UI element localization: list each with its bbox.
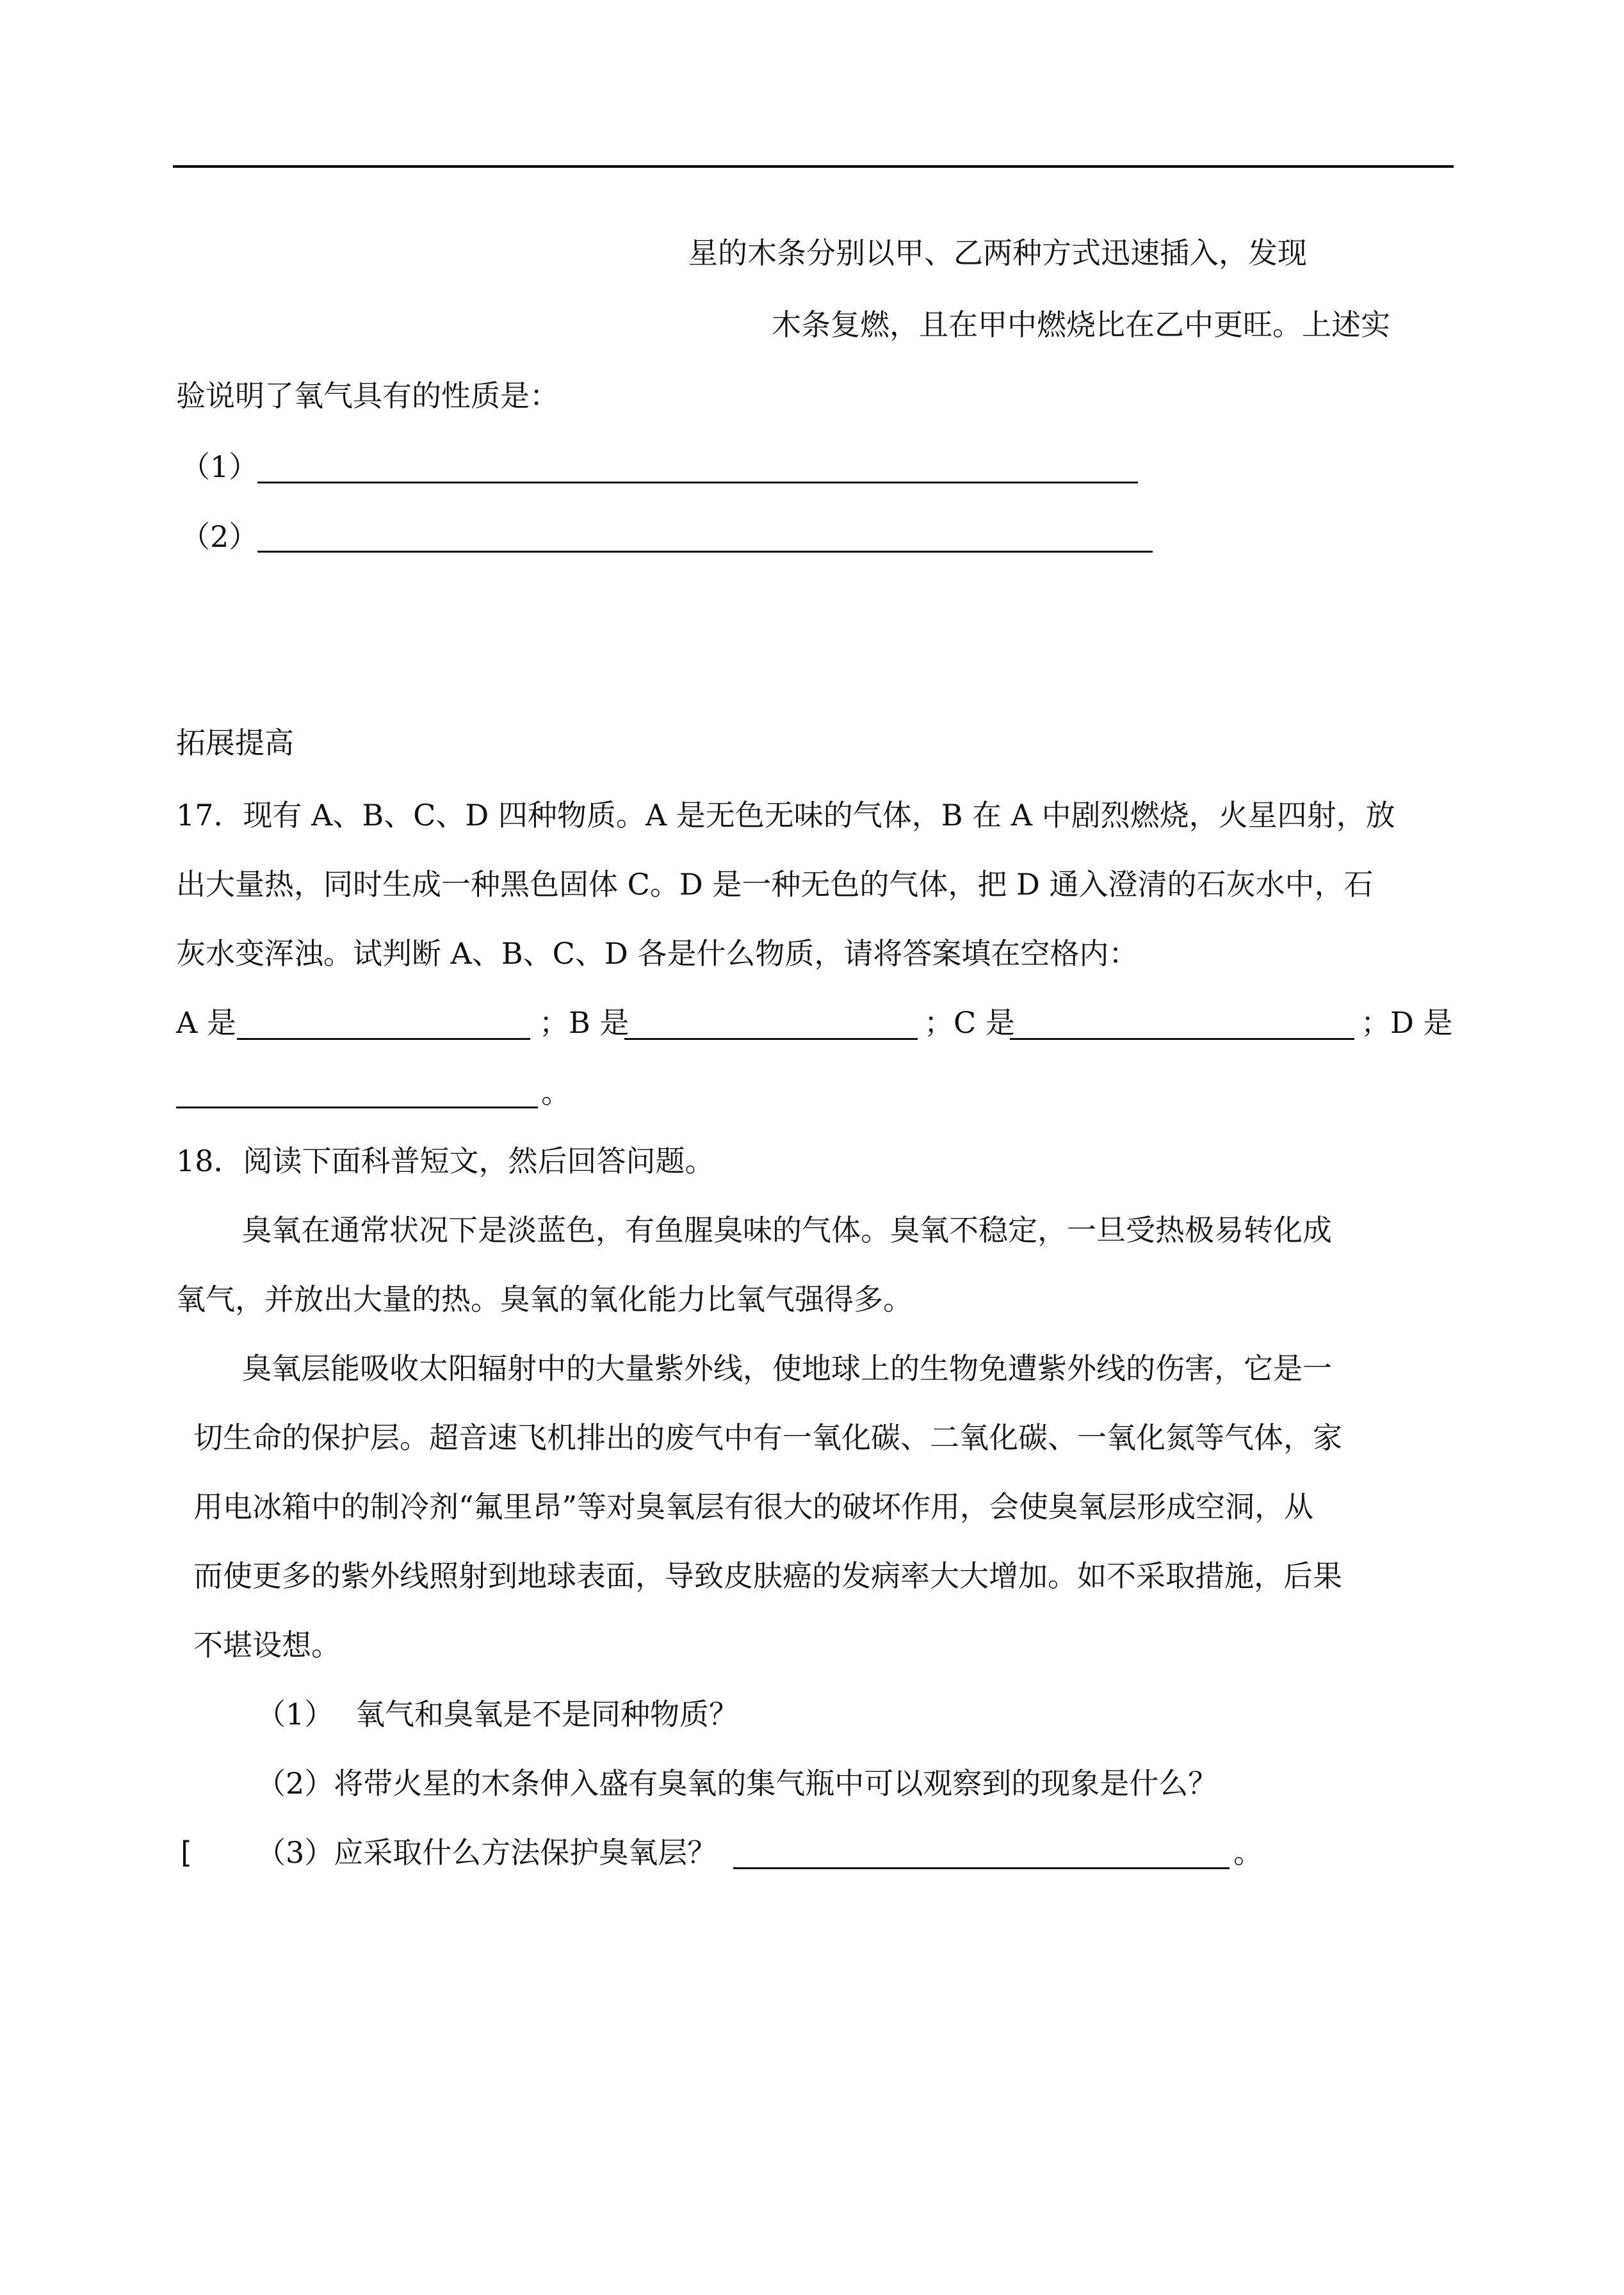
q18-para1-line-2: 氧气，并放出大量的热。臭氧的氧化能力比氧气强得多。 <box>176 1282 913 1317</box>
q18-sub1-label: （1） <box>256 1697 334 1731</box>
q17-d-label: ；D 是 <box>1361 1005 1453 1040</box>
q18-para2-line-4: 而使更多的紫外线照射到地球表面，导致皮肤癌的发病率大大增加。如不采取措施，后果 <box>193 1559 1342 1593</box>
q18-para1-line-1: 臭氧在通常状况下是淡蓝色，有鱼腥臭味的气体。臭氧不稳定，一旦受热极易转化成 <box>242 1213 1332 1247</box>
q17-b-blank[interactable] <box>624 1038 918 1040</box>
header-rule <box>173 165 1454 168</box>
q18-para2-line-3: 用电冰箱中的制冷剂“氟里昂”等对臭氧层有很大的破坏作用，会使臭氧层形成空洞，从 <box>193 1489 1314 1524</box>
q17-line-1: 17．现有 A、B、C、D 四种物质。A 是无色无味的气体，B 在 A 中剧烈燃烧，火星四射，放 <box>176 798 1395 832</box>
answer-1-blank[interactable] <box>257 482 1138 483</box>
q18-para2-line-2: 切生命的保护层。超音速飞机排出的废气中有一氧化碳、二氧化碳、一氧化氮等气体，家 <box>193 1420 1342 1455</box>
intro-line-2: 木条复燃，且在甲中燃烧比在乙中更旺。上述实 <box>772 307 1390 342</box>
q18-bracket: [ <box>181 1835 192 1870</box>
q18-sub3-end-mark: 。 <box>1233 1835 1263 1870</box>
q18-sub1-text: 氧气和臭氧是不是同种物质？ <box>355 1697 738 1731</box>
intro-line-1: 星的木条分别以甲、乙两种方式迅速插入，发现 <box>688 236 1307 270</box>
answer-2-blank[interactable] <box>257 551 1153 553</box>
q18-sub3-blank[interactable] <box>733 1867 1230 1869</box>
q18-para2-line-1: 臭氧层能吸收太阳辐射中的大量紫外线，使地球上的生物免遭紫外线的伤害，它是一 <box>242 1351 1332 1386</box>
q17-end-mark: 。 <box>541 1075 571 1110</box>
q17-line-2: 出大量热，同时生成一种黑色固体 C。D 是一种无色的气体，把 D 通入澄清的石灰水中，石 <box>176 867 1374 902</box>
answer-2-label: （2） <box>181 519 259 554</box>
q17-a-label: A 是 <box>176 1005 236 1040</box>
q17-a-blank[interactable] <box>237 1038 530 1040</box>
q18-title: 18．阅读下面科普短文，然后回答问题。 <box>176 1144 715 1178</box>
q17-c-label: ；C 是 <box>924 1005 1015 1040</box>
q18-sub3: （3）应采取什么方法保护臭氧层？ <box>256 1835 717 1870</box>
q17-d-blank[interactable] <box>176 1107 538 1108</box>
q18-sub2: （2）将带火星的木条伸入盛有臭氧的集气瓶中可以观察到的现象是什么？ <box>256 1766 1218 1801</box>
answer-1-label: （1） <box>181 450 259 484</box>
q18-para2-line-5: 不堪设想。 <box>193 1628 341 1662</box>
q17-line-3: 灰水变浑浊。试判断 A、B、C、D 各是什么物质，请将答案填在空格内： <box>176 936 1139 971</box>
q17-c-blank[interactable] <box>1010 1038 1354 1040</box>
q17-b-label: ；B 是 <box>539 1005 629 1040</box>
section-title: 拓展提高 <box>176 726 294 760</box>
intro-line-3: 验说明了氧气具有的性质是： <box>176 378 559 413</box>
